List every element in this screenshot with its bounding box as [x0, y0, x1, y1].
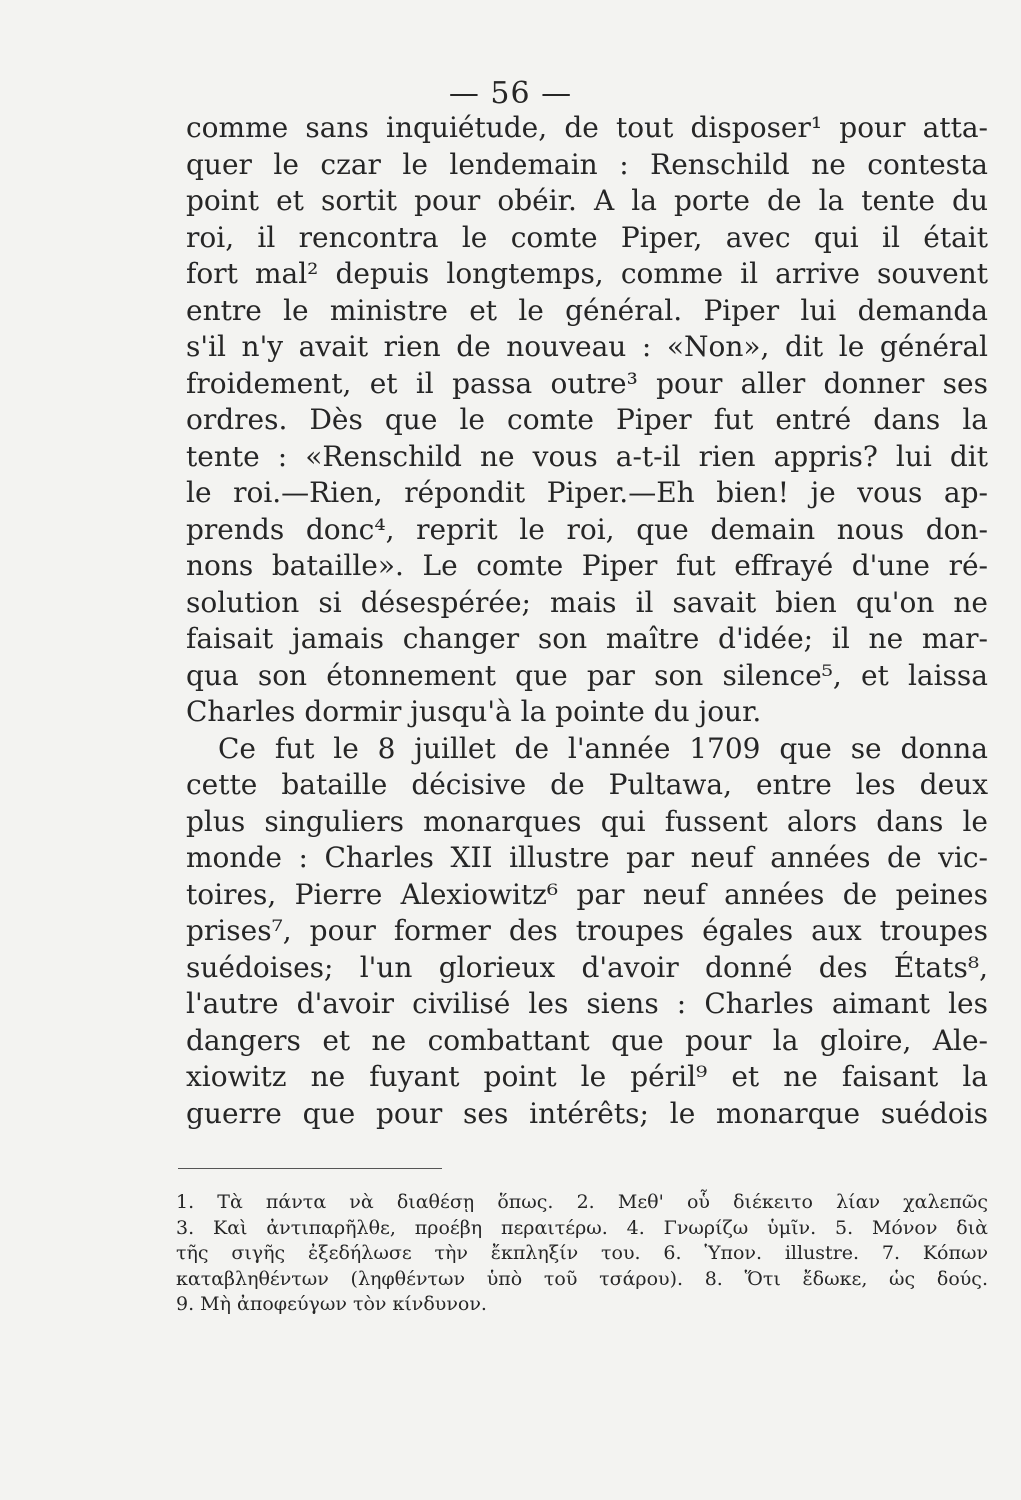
text-line: qua son étonnement que par son silence⁵, et laissa — [186, 658, 988, 692]
footnote-divider — [178, 1168, 442, 1169]
text-line: fort mal² depuis longtemps, comme il arrive souvent — [186, 257, 988, 290]
text-line: plus singuliers monarques qui fussent alors dans le — [186, 804, 988, 838]
text-line: entre le ministre et le général. Piper lui demanda — [186, 293, 988, 327]
text-line: solution si désespérée; mais il savait bien qu'on ne — [186, 585, 988, 619]
text-line: suédoises; l'un glorieux d'avoir donné des États⁸, — [186, 950, 988, 984]
footnote-line: 1. Τὰ πάντα νὰ διαθέσῃ ὅπως. 2. Μεθ' οὗ διέκειτο λίαν χαλεπῶς — [176, 1191, 988, 1213]
text-line: guerre que pour ses intérêts; le monarque suédois — [186, 1096, 988, 1130]
footnote-line: τῆς σιγῆς ἐξεδήλωσε τὴν ἔκπληξίν του. 6. Ὑπον. illustre. 7. Κόπων — [176, 1242, 988, 1264]
text-line: prends donc⁴, reprit le roi, que demain nous don- — [186, 512, 988, 546]
text-line: l'autre d'avoir civilisé les siens : Charles aimant les — [186, 987, 988, 1020]
text-line: nons bataille». Le comte Piper fut effrayé d'une ré- — [186, 549, 988, 582]
text-line: faisait jamais changer son maître d'idée; il ne mar- — [186, 622, 988, 655]
text-line: comme sans inquiétude, de tout disposer¹ pour atta- — [186, 111, 988, 144]
page-number: — 56 — — [448, 76, 573, 111]
footnotes — [176, 1190, 988, 1318]
text-line: Ce fut le 8 juillet de l'année 1709 que se donna — [218, 731, 988, 765]
text-line: ordres. Dès que le comte Piper fut entré dans la — [186, 403, 988, 436]
text-line: dangers et ne combattant que pour la gloire, Ale- — [186, 1023, 988, 1057]
text-line: cette bataille décisive de Pultawa, entre les deux — [186, 768, 988, 801]
text-line: le roi.—Rien, répondit Piper.—Eh bien! je vous ap- — [186, 476, 988, 509]
text-line: roi, il rencontra le comte Piper, avec qui il était — [186, 220, 988, 254]
text-line: prises⁷, pour former des troupes égales aux troupes — [186, 914, 988, 947]
text-line: xiowitz ne fuyant point le péril⁹ et ne faisant la — [186, 1060, 988, 1093]
text-line: monde : Charles XII illustre par neuf années de vic- — [186, 841, 988, 874]
body-text — [186, 110, 988, 1132]
footnote-line: 3. Καὶ ἀντιπαρῆλθε, προέβη περαιτέρω. 4. Γνωρίζω ὑμῖν. 5. Μόνον διὰ — [176, 1216, 988, 1239]
text-line: toires, Pierre Alexiowitz⁶ par neuf années de peines — [186, 877, 988, 911]
footnote-line: 9. Μὴ ἀποφεύγων τὸν κίνδυνον. — [176, 1293, 487, 1315]
text-line: Charles dormir jusqu'à la pointe du jour. — [186, 695, 762, 728]
text-line: tente : «Renschild ne vous a-t-il rien appris? lui dit — [186, 439, 988, 473]
text-line: point et sortit pour obéir. A la porte de la tente du — [186, 184, 988, 217]
footnote-line: καταβληθέντων (ληφθέντων ὑπὸ τοῦ τσάρου). 8. Ὅτι ἔδωκε, ὡς δούς. — [176, 1267, 988, 1290]
text-line: s'il n'y avait rien de nouveau : «Non», dit le général — [186, 330, 988, 363]
text-line: quer le czar le lendemain : Renschild ne contesta — [186, 147, 988, 181]
text-line: froidement, et il passa outre³ pour aller donner ses — [186, 366, 988, 400]
